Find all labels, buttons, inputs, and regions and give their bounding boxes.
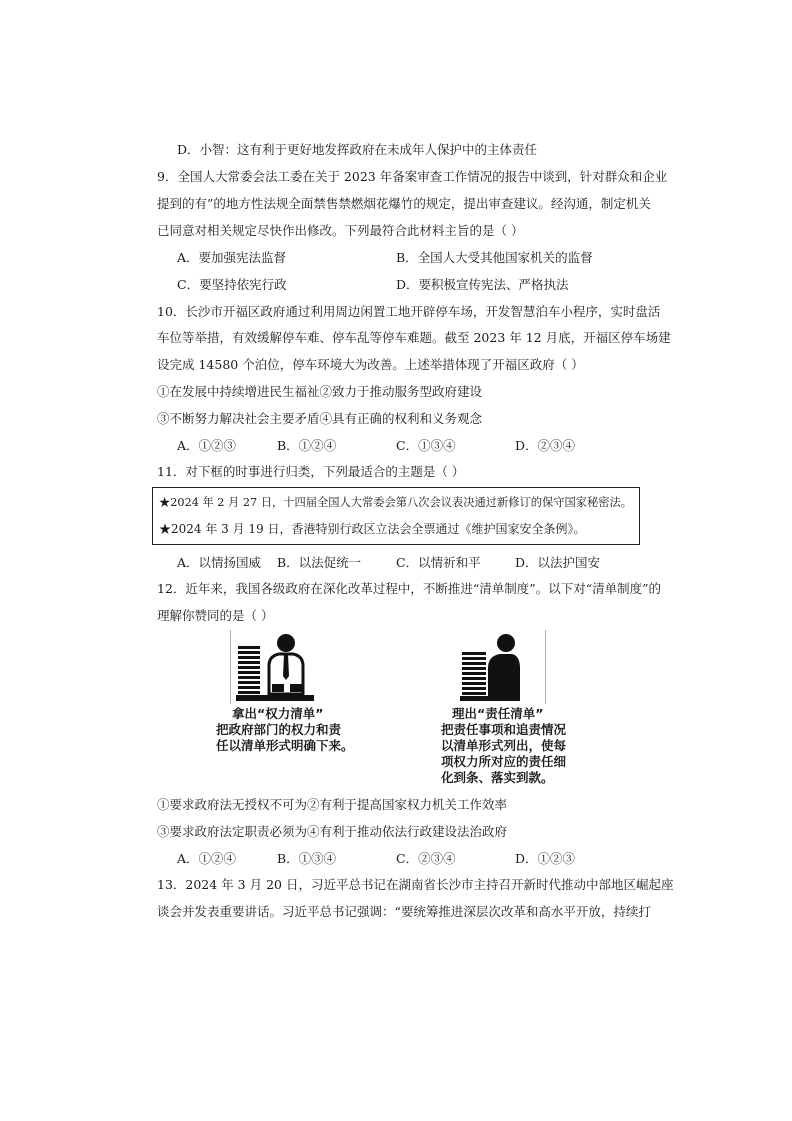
official-with-tie-icon [269,634,303,694]
q10-statement-line-1: ①在发展中持续增进民生福祉②致力于推动服务型政府建设 [157,384,483,399]
q9-stem-line-2: 提到的有”的地方性法规全面禁售禁燃烟花爆竹的规定，提出审查建议。经沟通，制定机关 [157,196,651,211]
responsibility-list-illustration [460,632,522,704]
q9-option-c: C．要坚持依宪行政 [177,277,287,292]
responsibility-list-desc-line-2: 以清单形式列出，使每 [441,738,567,753]
q11-news-box [152,487,640,545]
q9-option-d: D．要积极宣传宪法、严格执法 [396,277,569,292]
figure-left-border [230,630,231,704]
q10-option-d: D．②③④ [515,438,576,453]
power-list-title: 拿出“权力清单” [232,706,324,721]
q13-stem-line-1: 13．2024 年 3 月 20 日，习近平总书记在湖南省长沙市主持召开新时代推动中部地区崛起座 [157,877,674,892]
power-list-desc-line-1: 把政府部门的权力和责 [216,722,342,737]
q10-stem-line-3: 设完成 14580 个泊位，停车环境大为改善。上述举措体现了开福区政府（ ） [157,357,584,372]
q11-stem: 11．对下框的时事进行归类，下列最适合的主题是（ ） [157,464,465,479]
power-list-illustration [236,632,316,704]
q11-option-d: D．以法护国安 [515,555,601,570]
q10-option-b: B．①②④ [277,438,337,453]
q12-option-a: A．①②④ [177,851,237,866]
q12-option-c: C．②③④ [396,851,456,866]
q9-option-b: B．全国人大受其他国家机关的监督 [396,250,593,265]
q9-stem-line-1: 9．全国人大常委会法工委在关于 2023 年备案审查工作情况的报告中谈到，针对群众和企业 [157,169,668,184]
official-person-icon [488,634,520,696]
responsibility-list-desc-line-4: 化到条、落实到款。 [441,770,554,785]
q9-option-a: A．要加强宪法监督 [177,250,287,265]
q10-stem-line-1: 10．长沙市开福区政府通过利用周边闲置工地开辟停车场，开发智慧泊车小程序，实时盘活 [157,304,661,319]
q13-stem-line-2: 谈会并发表重要讲话。习近平总书记强调：“要统筹推进深层次改革和高水平开放，持续打 [157,904,651,919]
q10-stem-line-2: 车位等举措，有效缓解停车难、停车乱等停车难题。截至 2023 年 12 月底，开福区停车场建 [157,330,671,345]
q11-news-item-1: ★2024 年 2 月 27 日，十四届全国人大常委会第八次会议表决通过新修订的保守国家秘密法。 [159,496,632,509]
responsibility-list-title: 理出“责任清单” [452,706,544,721]
figure-right-border [545,630,546,704]
power-list-desc-line-2: 任以清单形式明确下来。 [216,738,354,753]
q11-option-a: A．以情扬国威 [177,555,262,570]
q11-option-b: B．以法促统一 [277,555,362,570]
paper-stack-icon [238,646,260,694]
q12-option-d: D．①②③ [515,851,576,866]
q10-option-c: C．①③④ [396,438,456,453]
q9-stem-line-3: 已同意对相关规定尽快作出修改。下列最符合此材料主旨的是（ ） [157,223,524,238]
q11-news-item-2: ★2024 年 3 月 19 日，香港特别行政区立法会全票通过《维护国家安全条例》。 [159,522,586,536]
q8-option-d: D．小智：这有利于更好地发挥政府在未成年人保护中的主体责任 [177,142,538,157]
q10-statement-line-2: ③不断努力解决社会主要矛盾④具有正确的权利和义务观念 [157,411,483,426]
responsibility-list-desc-line-1: 把责任事项和追责情况 [441,722,567,737]
q10-option-a: A．①②③ [177,438,237,453]
responsibility-list-desc-line-3: 项权力所对应的责任细 [441,754,567,769]
q12-statement-line-1: ①要求政府法无授权不可为②有利于提高国家权力机关工作效率 [157,797,508,812]
q11-option-c: C．以情祈和平 [396,555,481,570]
paper-stack-icon [462,652,486,695]
q12-stem-line-2: 理解你赞同的是（ ） [157,608,274,623]
q12-statement-line-2: ③要求政府法定职责必须为④有利于推动依法行政建设法治政府 [157,824,508,839]
q12-option-b: B．①③④ [277,851,337,866]
q12-stem-line-1: 12．近年来，我国各级政府在深化改革过程中，不断推进“清单制度”。以下对“清单制度”的 [157,581,661,596]
